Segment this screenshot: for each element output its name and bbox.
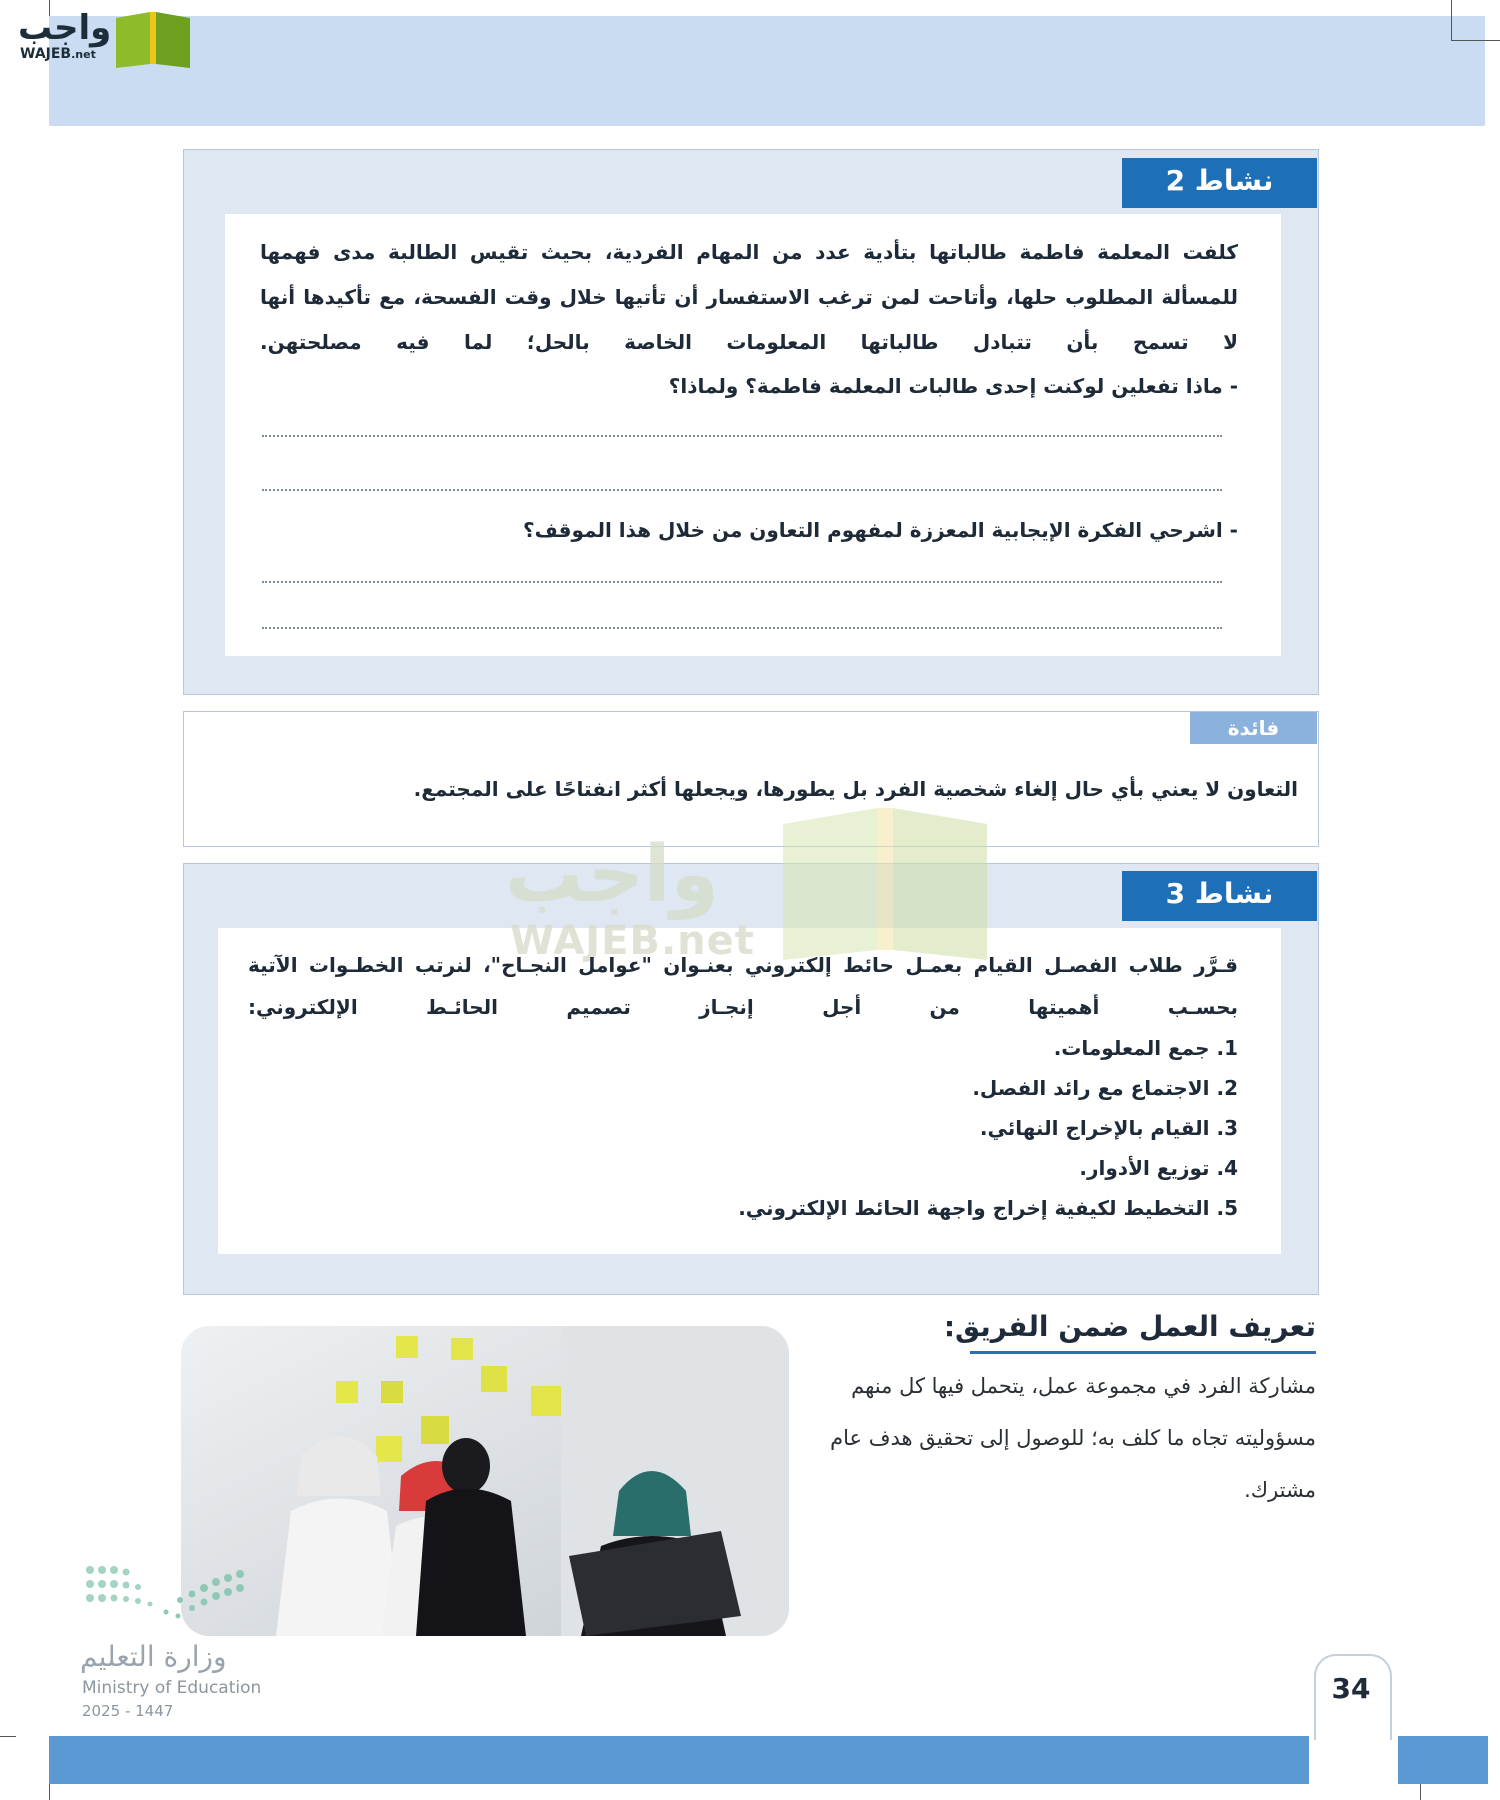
teamwork-body: مشاركة الفرد في مجموعة عمل، يتحمل فيها كل منهم مسؤوليته تجاه ما كلف به؛ للوصول إلى تحقيق هدف عام مشترك.	[830, 1374, 1316, 1502]
answer-line[interactable]	[262, 627, 1222, 629]
edition-year: 2025 - 1447	[82, 1702, 174, 1720]
step-item: 5. التخطيط لكيفية إخراج واجهة الحائط الإلكتروني.	[738, 1196, 1238, 1220]
ministry-name-en: Ministry of Education	[82, 1678, 262, 1698]
logo-latin: WAJEB.net	[20, 46, 96, 62]
book-icon	[112, 8, 194, 68]
crop-mark	[1420, 1784, 1421, 1800]
watermark-book-icon	[775, 800, 995, 960]
activity3-steps	[600, 1028, 1238, 1228]
activity2-question2: - اشرحي الفكرة الإيجابية المعززة لمفهوم التعاون من خلال هذا الموقف؟	[523, 518, 1238, 542]
watermark-latin: WAJEB.net	[510, 918, 755, 964]
benefit-tag: فائدة	[1190, 712, 1317, 744]
ministry-name-ar: وزارة التعليم	[80, 1640, 227, 1673]
team-photo	[181, 1326, 789, 1636]
crop-mark	[49, 1784, 50, 1800]
crop-mark	[1451, 40, 1500, 41]
activity3-intro: قـرَّر طلاب الفصـل القيام بعمـل حائط إلكتروني بعنـوان "عوامل النجـاح"، لنرتب الخطـوات الآتية بحسـب أهميتها من أجل إنجـاز تصميم الحائـط الإلكتروني:	[248, 953, 1238, 1019]
answer-line[interactable]	[262, 581, 1222, 583]
watermark-arabic: واجب	[505, 830, 720, 920]
activity3-tag: نشاط 3	[1122, 871, 1317, 921]
benefit-text: التعاون لا يعني بأي حال إلغاء شخصية الفرد بل يطورها، ويجعلها أكثر انفتاحًا على المجتمع.	[413, 777, 1298, 801]
answer-line[interactable]	[262, 435, 1222, 437]
step-item: 3. القيام بالإخراج النهائي.	[979, 1116, 1238, 1140]
activity2-paragraph: كلفت المعلمة فاطمة طالباتها بتأدية عدد من المهام الفردية، بحيث تقيس الطالبة مدى فهمها للمسألة المطلوب حلها، وأتاحت لمن ترغب الاستفسار أن تأتيها خلال وقت الفسحة، مع تأكيدها أنها لا تسمح بأن تتبادل طالباتها المعلومات الخاصة بالحل؛ لما فيه مصلحتهن.	[260, 240, 1238, 354]
activity2-tag: نشاط 2	[1122, 158, 1317, 208]
header-band	[49, 16, 1485, 126]
page-number: 34	[1331, 1672, 1371, 1705]
teamwork-title: تعريف العمل ضمن الفريق:	[943, 1310, 1316, 1343]
step-item: 1. جمع المعلومات.	[1053, 1036, 1238, 1060]
step-item: 2. الاجتماع مع رائد الفصل.	[972, 1076, 1238, 1100]
title-underline	[970, 1351, 1316, 1354]
logo-arabic: واجب	[18, 8, 112, 48]
footer-band	[49, 1736, 1309, 1784]
crop-mark	[0, 1736, 16, 1737]
step-item: 4. توزيع الأدوار.	[1079, 1156, 1238, 1180]
answer-line[interactable]	[262, 489, 1222, 491]
activity2-question1: - ماذا تفعلين لوكنت إحدى طالبات المعلمة فاطمة؟ ولماذا؟	[668, 374, 1238, 398]
footer-band	[1398, 1736, 1488, 1784]
crop-mark	[1451, 0, 1452, 40]
wajeb-logo[interactable]	[8, 4, 188, 68]
ministry-dots-logo	[80, 1560, 270, 1630]
